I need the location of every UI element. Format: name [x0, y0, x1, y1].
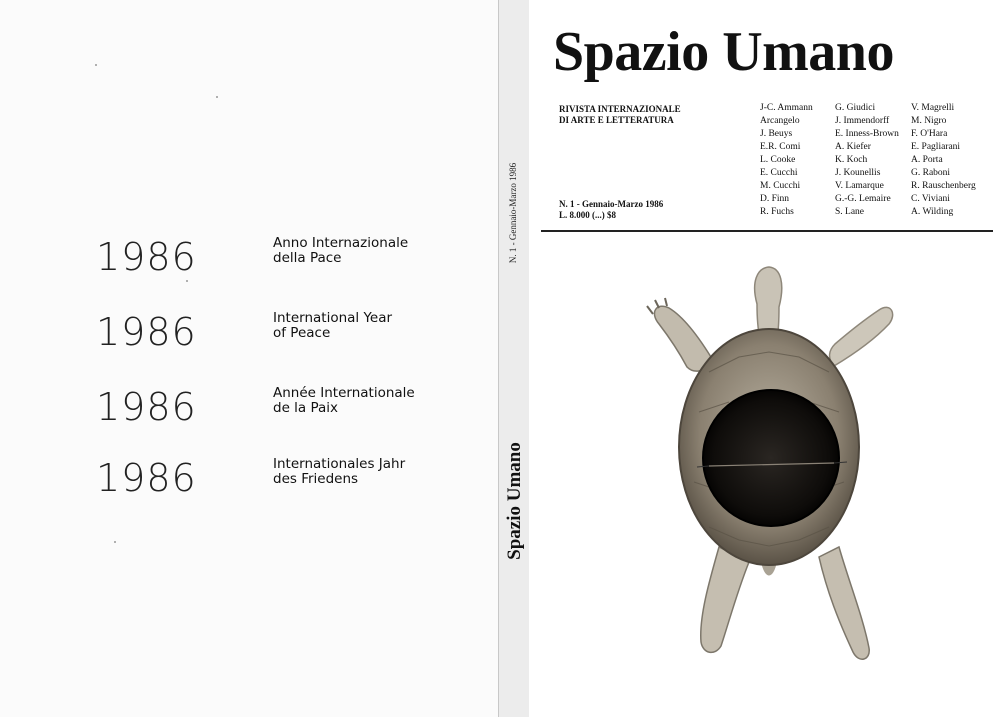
contributor: L. Cooke: [760, 155, 796, 165]
contributors-column: [835, 102, 899, 219]
year: 1986: [96, 385, 197, 429]
year-caption: International Year of Peace: [273, 310, 393, 341]
paper-speck: [114, 541, 116, 543]
spine-issue: N. 1 - Gennaio-Marzo 1986: [508, 162, 518, 264]
year: 1986: [96, 310, 197, 354]
contributor: E. Inness-Brown: [835, 129, 899, 139]
contributor: D. Finn: [760, 194, 790, 204]
issue-info: N. 1 - Gennaio-Marzo 1986 L. 8.000 (...) $8: [559, 199, 664, 220]
contributor: J. Beuys: [760, 129, 793, 139]
contributors-column: [911, 102, 976, 219]
masthead-title: Spazio Umano: [553, 21, 894, 83]
contributor: A. Wilding: [911, 207, 954, 217]
contributor: A. Kiefer: [835, 142, 871, 152]
year: 1986: [96, 235, 197, 279]
contributor: R. Fuchs: [760, 207, 794, 217]
front-cover: [529, 0, 1000, 717]
contributor: F. O'Hara: [911, 129, 948, 139]
paper-speck: [216, 96, 218, 98]
contributor: M. Cucchi: [760, 181, 801, 191]
contributor: M. Nigro: [911, 116, 947, 126]
back-cover: [0, 0, 498, 717]
contributor: V. Lamarque: [835, 181, 884, 191]
contributor: J-C. Ammann: [760, 103, 813, 113]
contributor: G.-G. Lemaire: [835, 194, 891, 204]
contributor: Arcangelo: [760, 116, 800, 126]
contributor: C. Viviani: [911, 194, 950, 204]
contributor: V. Magrelli: [911, 103, 955, 113]
spine-title: Spazio Umano: [504, 442, 525, 560]
contributor: G. Giudici: [835, 103, 876, 113]
contributor: E. Cucchi: [760, 168, 798, 178]
paper-speck: [186, 280, 188, 282]
contributor: J. Kounellis: [835, 168, 881, 178]
spine: [498, 0, 530, 717]
contributors-column: [760, 102, 813, 219]
year-caption: Année Internationale de la Paix: [273, 385, 415, 416]
year-caption: Internationales Jahr des Friedens: [273, 456, 406, 487]
paper-speck: [95, 64, 97, 66]
tortoise-photo: [639, 262, 899, 702]
contributor: K. Koch: [835, 155, 868, 165]
contributor: G. Raboni: [911, 168, 951, 178]
header-rule: [541, 230, 993, 232]
contributor: A. Porta: [911, 155, 943, 165]
contributor: J. Immendorff: [835, 116, 890, 126]
contributor: E.R. Comi: [760, 142, 801, 152]
subtitle: RIVISTA INTERNAZIONALE DI ARTE E LETTERATURA: [559, 104, 681, 125]
year: 1986: [96, 456, 197, 500]
contributor: E. Pagliarani: [911, 142, 961, 152]
contributor: R. Rauschenberg: [911, 181, 976, 191]
year-caption: Anno Internazionale della Pace: [273, 235, 409, 266]
contributor: S. Lane: [835, 207, 865, 217]
